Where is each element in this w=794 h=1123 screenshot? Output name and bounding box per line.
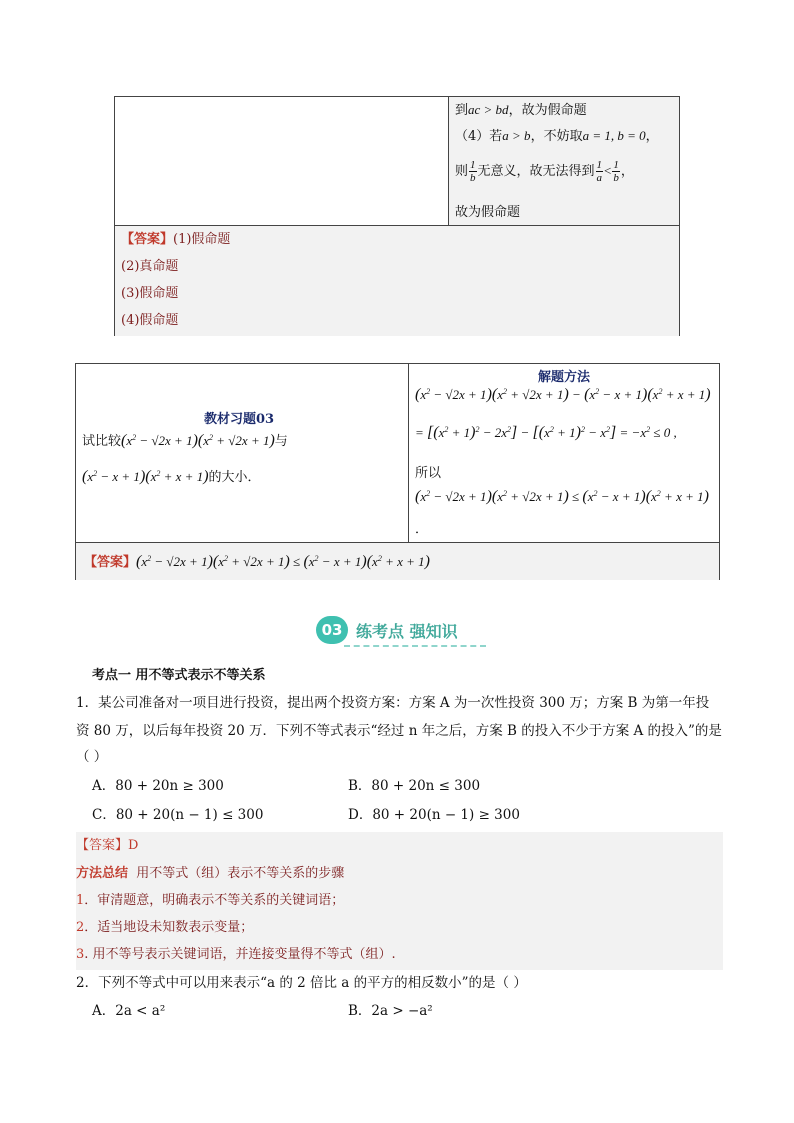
method-period: ． [415,522,429,537]
fraction-1-a: $\frac{1}{a}$ [596,159,603,184]
method-title: 解题方法 [538,370,591,385]
fraction-1-b: $\frac{1}{b}$ [470,159,476,184]
exercise-question-line-2: $(x^2 - x + 1)(x^2 + x + 1)$的大小． [82,468,261,485]
fraction-1-b-2: $\frac{1}{b}$ [613,159,619,184]
q2-option-b: B．2a > −a² [348,1003,433,1019]
q1-line-2: 资 80 万，以后每年投资 20 万．下列不等式表示“经过 n 年之后，方案 B 的投入不少于方案 A 的投入”的是 [76,723,722,739]
q1-option-d: D．80 + 20(n − 1) ≥ 300 [348,807,520,823]
answer-line-1: 【答案】(1)假命题 [121,232,231,247]
solution-table-1 [114,96,680,336]
q2-option-a: A．2a < a² [92,1003,166,1019]
q1-line-3: （ ） [76,749,108,765]
method-so: 所以 [415,466,442,481]
q1-option-c: C．80 + 20(n − 1) ≤ 300 [92,807,264,823]
exercise-table [75,363,720,580]
answer-cell-1 [115,225,679,336]
answer-line-3: (3)假命题 [121,286,179,301]
section-underline [344,645,486,647]
knowledge-point-title: 考点一 用不等式表示不等关系 [92,668,266,683]
solution-line-2: （4）若a > b，不妨取a = 1, b = 0， [455,128,659,144]
method-line-1: $(x^2 - √2x + 1)(x^2 + √2x + 1) - (x^2 - x + 1)(x^2 + x + 1)$ [415,386,711,403]
section-title: 练考点 强知识 [356,622,458,641]
solution-cell [449,97,679,225]
q2-line-1: 2．下列不等式中可以用来表示“a 的 2 倍比 a 的平方的相反数小”的是（ ） [76,975,527,991]
solution-line-4: 故为假命题 [455,205,521,220]
solution-line-1: 到ac > bd，故为假命题 [455,102,587,118]
section-badge: 03 [316,616,348,644]
exercise-title: 教材习题03 [204,412,275,427]
q1-option-b: B．80 + 20n ≤ 300 [348,778,481,794]
exercise-cell [76,364,409,542]
answer-line-4: (4)假命题 [121,313,179,328]
answer-line: 【答案】$(x^2 - √2x + 1)(x^2 + √2x + 1) \le (x^2 - x + 1)(x^2 + x + 1)$ [84,553,430,570]
method-summary-title: 方法总结 用不等式（组）表示不等关系的步骤 [76,866,345,881]
method-line-3: $(x^2 - √2x + 1)(x^2 + √2x + 1) \le (x^2 - x + 1)(x^2 + x + 1)$ [415,488,709,505]
answer-line-2: (2)真命题 [121,259,179,274]
q1-option-a: A．80 + 20n ≥ 300 [92,778,224,794]
method-cell [409,364,719,542]
q1-answer: 【答案】D [76,838,139,853]
solution-line-3: 则 $\frac{1}{b}$ 无意义，故无法得到 $\frac{1}{a}$ < $\frac{1}{b}$ ， [455,159,634,184]
empty-cell [115,97,449,225]
answer-cell-2 [76,542,719,580]
method-step-2: 2．适当地设未知数表示变量； [76,920,254,935]
method-line-2: = $[(x^2 + 1)^2 - 2x^2] - [(x^2 + 1)^2 - x^2] = -x^2 \le 0$ , [415,424,677,441]
exercise-question-line-1: 试比较$(x^2 - √2x + 1)(x^2 + √2x + 1)$与 [82,432,288,449]
method-step-3: 3. 用不等号表示关键词语，并连接变量得不等式（组）. [76,947,396,962]
method-step-1: 1．审清题意，明确表示不等关系的关键词语； [76,893,345,908]
q1-line-1: 1．某公司准备对一项目进行投资，提出两个投资方案：方案 A 为一次性投资 300 万；方案 B 为第一年投 [76,695,710,711]
